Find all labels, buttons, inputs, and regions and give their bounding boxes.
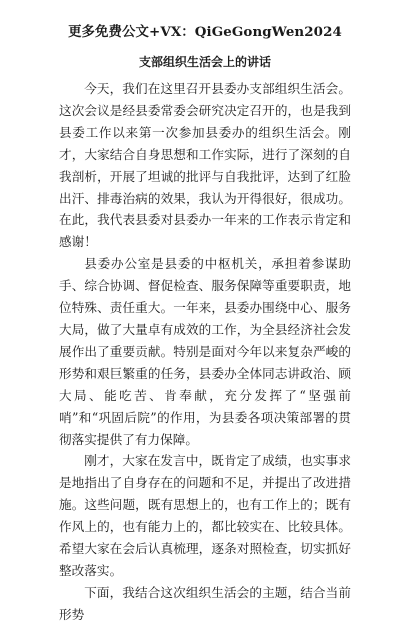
body-paragraph: 下面，我结合这次组织生活会的主题，结合当前形势 [59,584,351,622]
document-title: 支部组织生活会上的讲话 [138,55,271,69]
body-paragraph: 刚才，大家在发言中，既肯定了成绩，也实事求是地指出了自身存在的问题和不足，并提出了改进措施。这些问题，既有思想上的，也有工作上的；既有作风上的，也有能力上的，都比较实在、比较具体。希望大家在会后认真梳理，逐条对照检查，切实抓好整改落实。 [59,453,351,578]
promo-banner: 更多免费公文+VX：QiGeGongWen2024 [68,24,342,40]
body-paragraph: 今天，我们在这里召开县委办支部组织生活会。这次会议是经县委常委会研究决定召开的，也是我到县委工作以来第一次参加县委办的组织生活会。刚才，大家结合自身思想和工作实际，进行了深刻的自我剖析，开展了坦诚的批评与自我批评，达到了红脸出汗、排毒治病的效果，我认为开得很好，很成功。在此，我代表县委对县委办一年来的工作表示肯定和感谢！ [59,81,351,250]
body-paragraph: 县委办公室是县委的中枢机关，承担着参谋助手、综合协调、督促检查、服务保障等重要职责，地位特殊、责任重大。一年来，县委办围绕中心、服务大局，做了大量卓有成效的工作，为全县经济社会发展作出了重要贡献。特别是面对今年以来复杂严峻的形势和艰巨繁重的任务，县委办全体同志讲政治、顾大局、能吃苦、肯奉献，充分发挥了“坚强前哨”和“巩固后院”的作用，为县委各项决策部署的贯彻落实提供了有力保障。 [59,256,351,447]
